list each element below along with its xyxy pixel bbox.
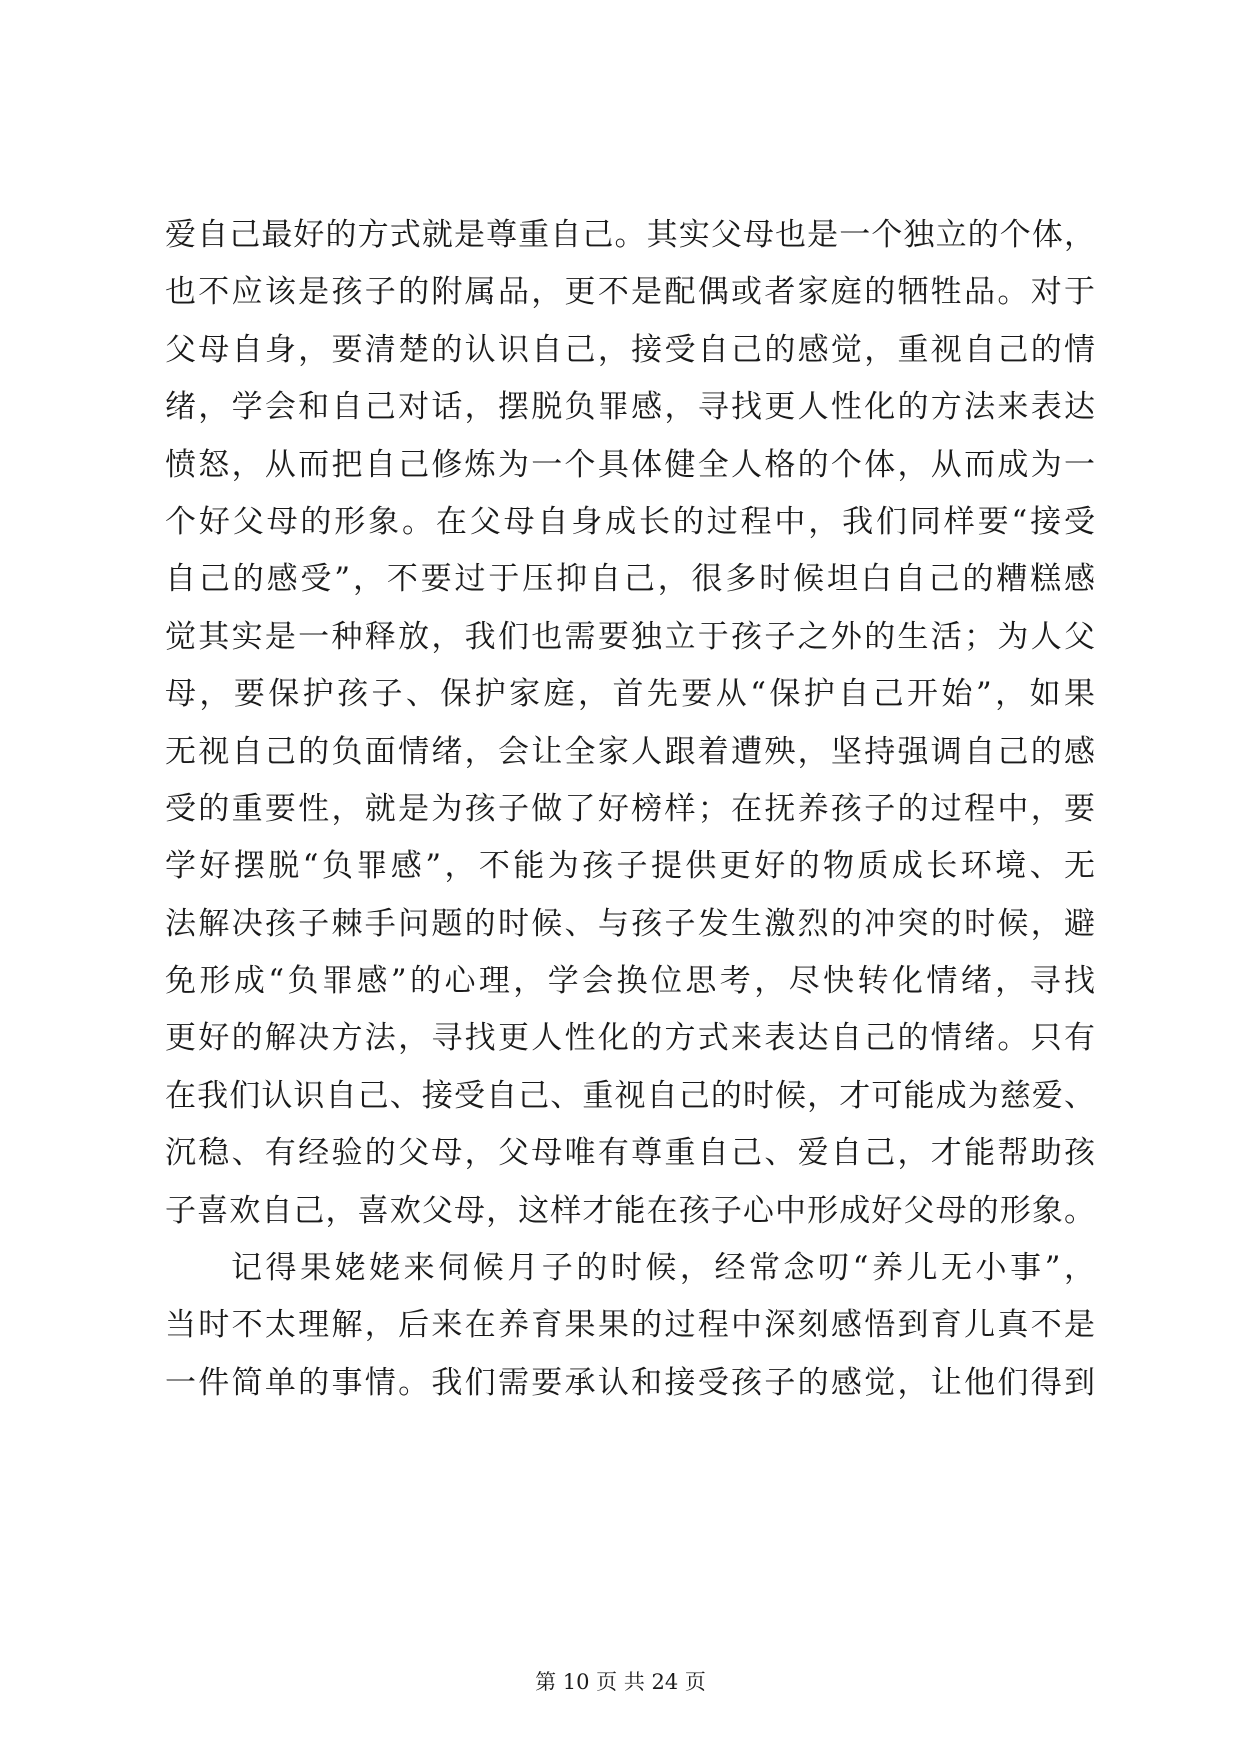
text-line: 无视自己的负面情绪，会让全家人跟着遭殃，坚持强调自己的感 (165, 733, 1095, 770)
text-line: 当时不太理解，后来在养育果果的过程中深刻感悟到育儿真不是 (165, 1307, 1095, 1344)
text-line: 受的重要性，就是为孩子做了好榜样；在抚养孩子的过程中，要 (165, 790, 1095, 827)
text-line: 沉稳、有经验的父母，父母唯有尊重自己、爱自己，才能帮助孩 (165, 1135, 1095, 1172)
text-line: 父母自身，要清楚的认识自己，接受自己的感觉，重视自己的情 (165, 331, 1095, 368)
text-line: 免形成“负罪感”的心理，学会换位思考，尽快转化情绪，寻找 (165, 963, 1095, 1000)
paragraph (165, 1240, 1095, 1412)
text-line: 也不应该是孩子的附属品，更不是配偶或者家庭的牺牲品。对于 (165, 274, 1095, 311)
text-line: 记得果姥姥来伺候月子的时候，经常念叨“养儿无小事”， (231, 1250, 1095, 1287)
text-line: 绪，学会和自己对话，摆脱负罪感，寻找更人性化的方法来表达 (165, 389, 1095, 426)
body-text (165, 207, 1095, 1412)
page-footer: 第 10 页 共 24 页 (535, 1670, 706, 1694)
text-line: 觉其实是一种释放，我们也需要独立于孩子之外的生活；为人父 (165, 618, 1095, 655)
text-line: 自己的感受”，不要过于压抑自己，很多时候坦白自己的糟糕感 (165, 561, 1095, 598)
text-line: 更好的解决方法，寻找更人性化的方式来表达自己的情绪。只有 (165, 1020, 1095, 1057)
text-line: 个好父母的形象。在父母自身成长的过程中，我们同样要“接受 (165, 503, 1095, 540)
text-line: 子喜欢自己，喜欢父母，这样才能在孩子心中形成好父母的形象。 (165, 1192, 1095, 1229)
text-line: 在我们认识自己、接受自己、重视自己的时候，才可能成为慈爱、 (165, 1077, 1095, 1114)
text-line: 法解决孩子棘手问题的时候、与孩子发生激烈的冲突的时候，避 (165, 905, 1095, 942)
text-line: 一件简单的事情。我们需要承认和接受孩子的感觉，让他们得到 (165, 1364, 1095, 1401)
text-line: 爱自己最好的方式就是尊重自己。其实父母也是一个独立的个体， (165, 217, 1095, 253)
text-line: 学好摆脱“负罪感”，不能为孩子提供更好的物质成长环境、无 (165, 848, 1095, 885)
text-line: 愤怒，从而把自己修炼为一个具体健全人格的个体，从而成为一 (165, 446, 1095, 483)
paragraph (165, 207, 1095, 1240)
text-line: 母，要保护孩子、保护家庭，首先要从“保护自己开始”，如果 (165, 676, 1095, 713)
